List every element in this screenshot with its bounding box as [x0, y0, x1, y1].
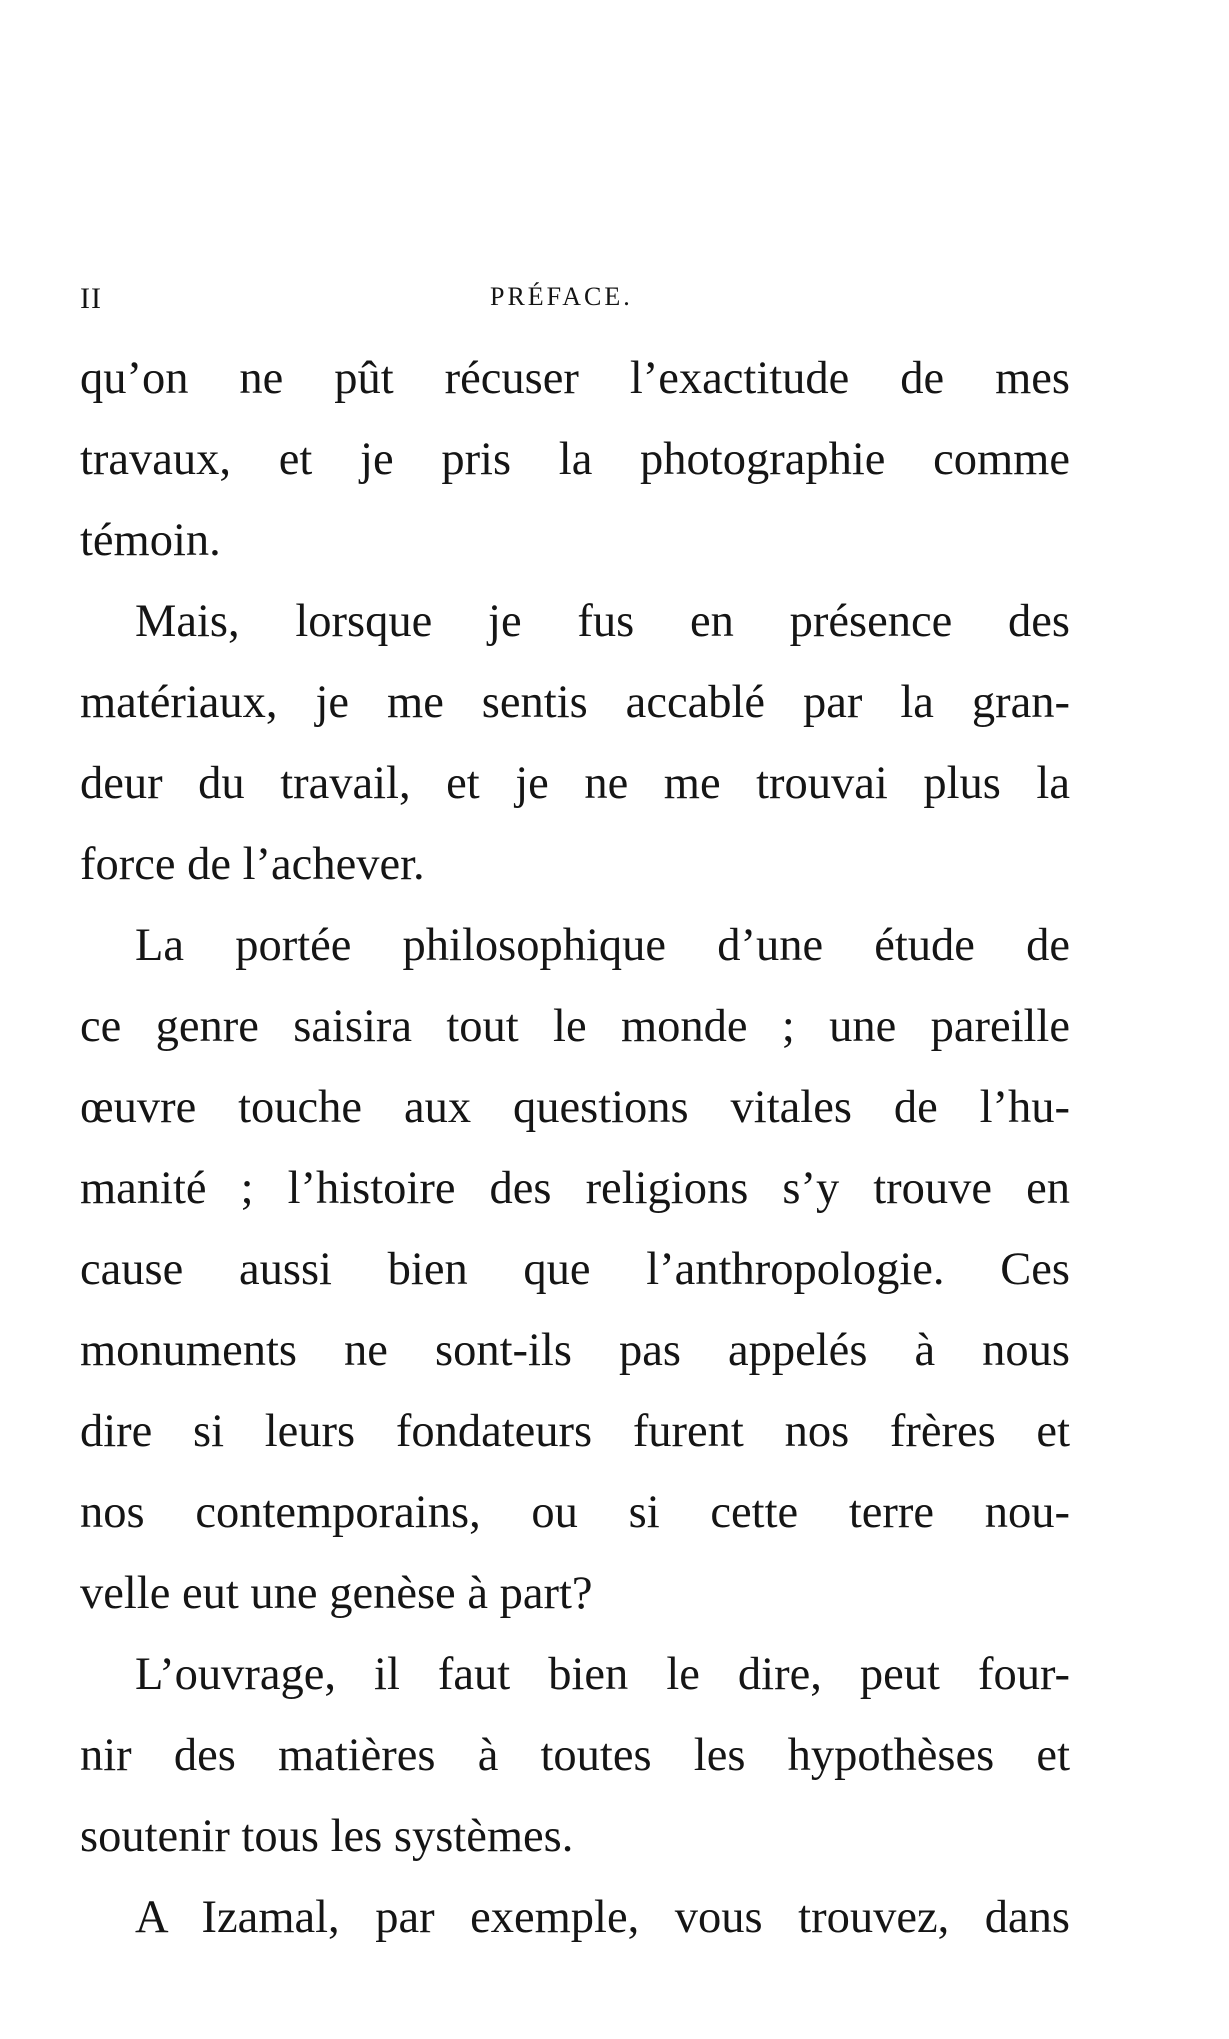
text-line: nos contemporains, ou si cette terre nou-	[80, 1487, 1070, 1538]
text-line: L’ouvrage, il faut bien le dire, peut four-	[135, 1649, 1070, 1700]
text-line: deur du travail, et je ne me trouvai plus la	[80, 758, 1070, 809]
text-line: manité ; l’histoire des religions s’y trouve en	[80, 1163, 1070, 1214]
text-line: dire si leurs fondateurs furent nos frères et	[80, 1406, 1070, 1457]
paragraph-5	[80, 1877, 1070, 1958]
paragraph-2	[80, 581, 1070, 905]
text-line: œuvre touche aux questions vitales de l’hu-	[80, 1082, 1070, 1133]
paragraph-1	[80, 338, 1070, 581]
text-line: qu’on ne pût récuser l’exactitude de mes	[80, 353, 1070, 404]
paragraph-4	[80, 1634, 1070, 1877]
text-line: force de l’achever.	[80, 839, 425, 890]
text-line: A Izamal, par exemple, vous trouvez, dans	[135, 1892, 1070, 1943]
text-line: La portée philosophique d’une étude de	[135, 920, 1070, 971]
text-line: travaux, et je pris la photographie comme	[80, 434, 1070, 485]
running-head	[80, 282, 1070, 322]
paragraph-3	[80, 905, 1070, 1634]
text-line: matériaux, je me sentis accablé par la gran-	[80, 677, 1070, 728]
text-line: témoin.	[80, 515, 221, 566]
running-title: PRÉFACE.	[490, 282, 633, 311]
text-line: cause aussi bien que l’anthropologie. Ces	[80, 1244, 1070, 1295]
text-line: nir des matières à toutes les hypothèses et	[80, 1730, 1070, 1781]
text-line: velle eut une genèse à part?	[80, 1568, 593, 1619]
text-line: Mais, lorsque je fus en présence des	[135, 596, 1070, 647]
text-line: ce genre saisira tout le monde ; une pareille	[80, 1001, 1070, 1052]
page-number: II	[80, 282, 102, 315]
body-text	[80, 338, 1070, 1958]
text-line: monuments ne sont-ils pas appelés à nous	[80, 1325, 1070, 1376]
text-line: soutenir tous les systèmes.	[80, 1811, 574, 1862]
